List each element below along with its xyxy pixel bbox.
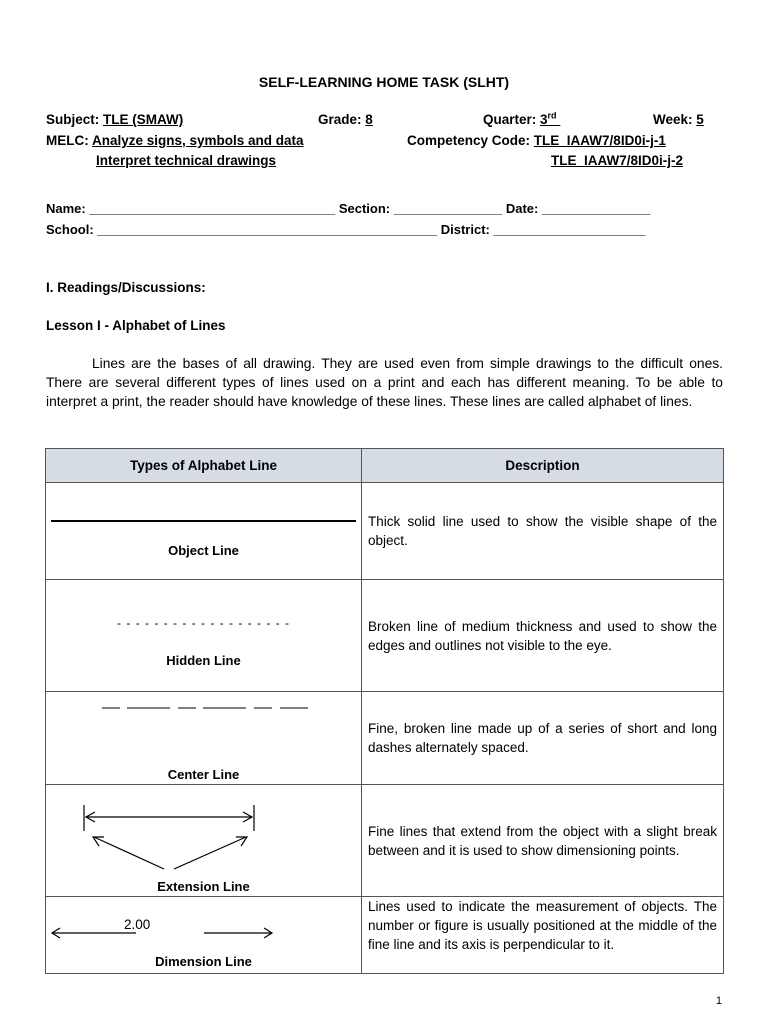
week-value: 5 bbox=[696, 112, 704, 127]
melc-item-1: Analyze signs, symbols and data bbox=[92, 133, 304, 148]
center-line-sample bbox=[46, 692, 362, 722]
line-description: Fine lines that extend from the object with a slight break between and it is used to show dimensioning points. bbox=[362, 785, 724, 897]
dimension-value: 2.00 bbox=[124, 917, 151, 932]
table-header-row bbox=[46, 449, 724, 483]
competency-code-1: TLE_IAAW7/8ID0i-j-1 bbox=[533, 133, 666, 148]
district-label: District: bbox=[440, 222, 490, 237]
table-row bbox=[46, 483, 724, 580]
quarter-field bbox=[483, 112, 560, 127]
school-blank[interactable]: _______________________________________________ bbox=[97, 222, 438, 237]
line-description: Lines used to indicate the measurement of objects. The number or figure is usually positioned at the middle of the fine line and its axis is perpendicular to it. bbox=[362, 897, 724, 974]
week-field bbox=[653, 112, 704, 127]
page-number: 1 bbox=[715, 995, 722, 1007]
school-row bbox=[46, 222, 645, 237]
line-sample-cell bbox=[46, 897, 362, 974]
document-title: SELF-LEARNING HOME TASK (SLHT) bbox=[258, 74, 510, 90]
grade-label: Grade: bbox=[318, 112, 362, 127]
grade-field bbox=[318, 112, 373, 127]
line-type-name: Extension Line bbox=[157, 879, 250, 894]
table-row bbox=[46, 897, 724, 974]
subject-field bbox=[46, 112, 183, 127]
object-line-sample bbox=[51, 520, 356, 522]
competency-field bbox=[407, 133, 666, 148]
col-header-types: Types of Alphabet Line bbox=[46, 449, 362, 483]
date-blank[interactable]: _______________ bbox=[541, 201, 651, 216]
melc-label: MELC: bbox=[46, 133, 89, 148]
name-label: Name: bbox=[46, 201, 86, 216]
line-type-name: Dimension Line bbox=[155, 954, 252, 969]
line-sample-cell bbox=[46, 785, 362, 897]
subject-label: Subject: bbox=[46, 112, 100, 127]
line-sample-cell bbox=[46, 580, 362, 692]
line-type-name: Hidden Line bbox=[166, 653, 241, 668]
district-blank[interactable]: _____________________ bbox=[493, 222, 646, 237]
line-sample-cell bbox=[46, 692, 362, 785]
line-sample-cell bbox=[46, 483, 362, 580]
week-label: Week: bbox=[653, 112, 693, 127]
quarter-label: Quarter: bbox=[483, 112, 537, 127]
section-blank[interactable]: _______________ bbox=[393, 201, 503, 216]
intro-paragraph: Lines are the bases of all drawing. They are used even from simple drawings to the difficult ones. There are several different types of lines used on a print and each has different meaning. To be able to interpret a print, the reader should have knowledge of these lines. These lines are called alphabet of lines. bbox=[46, 356, 723, 409]
subject-value: TLE (SMAW) bbox=[103, 112, 184, 127]
name-blank[interactable]: __________________________________ bbox=[89, 201, 336, 216]
table-row bbox=[46, 785, 724, 897]
quarter-value: 3rd bbox=[540, 110, 557, 127]
table-row bbox=[46, 692, 724, 785]
grade-value: 8 bbox=[365, 112, 373, 127]
line-description: Broken line of medium thickness and used to show the edges and outlines not visible to the eye. bbox=[362, 580, 724, 692]
name-row bbox=[46, 201, 650, 216]
hidden-line-sample: - - - - - - - - - - - - - - - - - - - bbox=[117, 616, 290, 630]
table-row bbox=[46, 580, 724, 692]
melc-field bbox=[46, 133, 304, 148]
competency-code-2: TLE_IAAW7/8ID0i-j-2 bbox=[551, 153, 684, 168]
lesson-heading: Lesson I - Alphabet of Lines bbox=[46, 318, 226, 333]
alphabet-of-lines-table bbox=[45, 448, 724, 974]
dimension-line-diagram bbox=[46, 897, 362, 957]
melc-item-2: Interpret technical drawings bbox=[96, 153, 277, 168]
section-heading: I. Readings/Discussions: bbox=[46, 280, 206, 295]
line-type-name: Object Line bbox=[168, 543, 239, 558]
col-header-description: Description bbox=[362, 449, 724, 483]
school-label: School: bbox=[46, 222, 94, 237]
competency-label: Competency Code: bbox=[407, 133, 531, 148]
section-label: Section: bbox=[338, 201, 391, 216]
line-type-name: Center Line bbox=[167, 767, 240, 782]
extension-line-diagram bbox=[46, 785, 362, 875]
line-description: Fine, broken line made up of a series of short and long dashes alternately spaced. bbox=[362, 692, 724, 785]
line-description: Thick solid line used to show the visible shape of the object. bbox=[362, 483, 724, 580]
date-label: Date: bbox=[505, 201, 539, 216]
